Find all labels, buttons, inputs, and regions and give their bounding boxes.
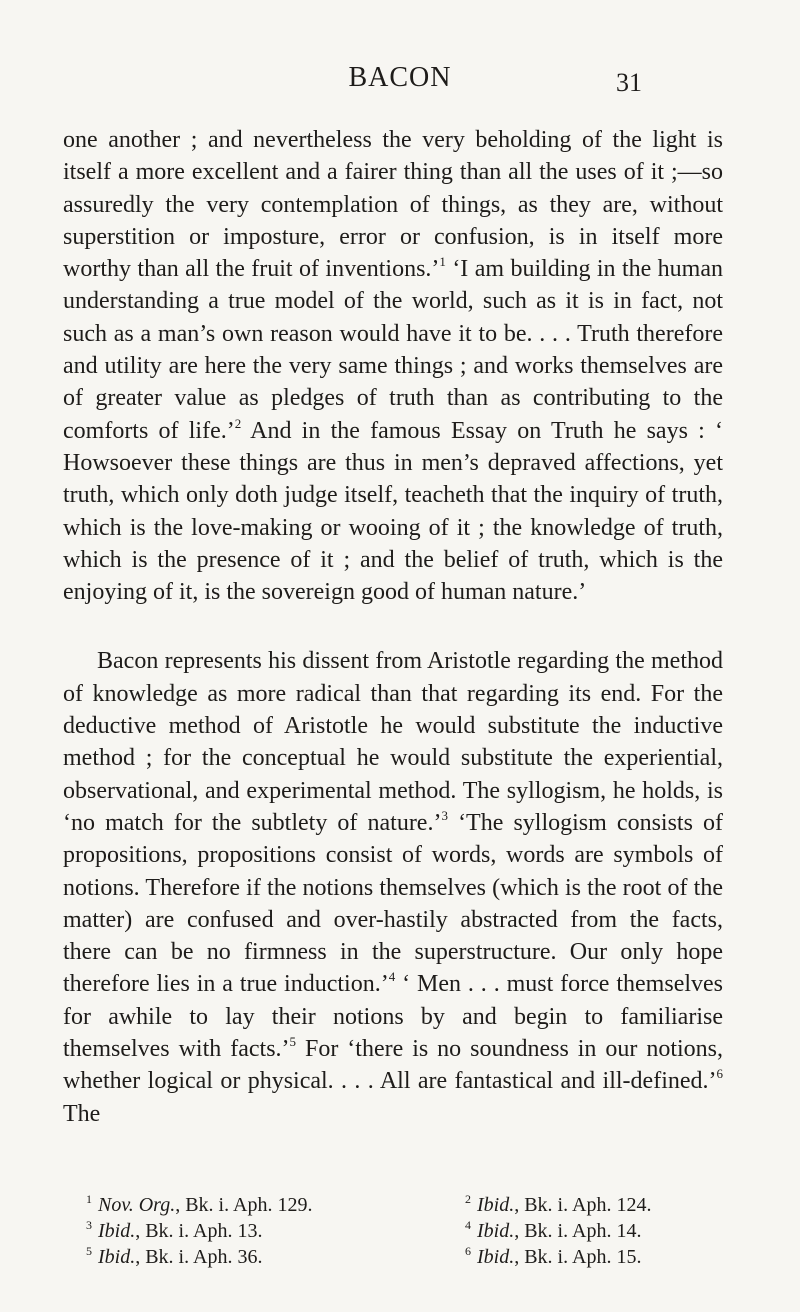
footnote-work: Ibid. bbox=[477, 1194, 515, 1216]
footnote-number: 5 bbox=[86, 1244, 92, 1258]
footnote-5 bbox=[86, 1244, 262, 1270]
footnote-marker: 2 bbox=[234, 415, 242, 431]
paragraph-2 bbox=[63, 645, 723, 1129]
footnote-work: Ibid. bbox=[98, 1220, 136, 1242]
footnote-3 bbox=[86, 1218, 262, 1244]
footnote-ref: , Bk. i. Aph. 15. bbox=[514, 1246, 642, 1268]
footnote-number: 2 bbox=[465, 1192, 471, 1206]
footnote-marker: 6 bbox=[716, 1066, 723, 1082]
footnote-number: 4 bbox=[465, 1218, 471, 1232]
footnote-marker: 1 bbox=[439, 254, 446, 270]
footnote-2 bbox=[465, 1192, 651, 1218]
footnote-number: 1 bbox=[86, 1192, 92, 1206]
footnote-work: Ibid. bbox=[477, 1220, 515, 1242]
footnote-marker: 3 bbox=[441, 807, 448, 823]
footnote-work: Nov. Org. bbox=[98, 1194, 176, 1216]
text-run: ‘The syllogism consists of propositions, propositions consist of words, words are symbols of notions. Therefore if the notions themselves (which is the root of the matter) are confused and over-hastily abstracted from the facts, there can be no firmness in the superstructure. Our only hope therefore lies in a true induction.’ bbox=[63, 809, 724, 998]
footnote-ref: , Bk. i. Aph. 36. bbox=[135, 1246, 263, 1268]
text-run: For ‘there is no soundness in our notions, whether logical or physical. . . . All are fantastical and ill-defined.’ bbox=[63, 1036, 724, 1095]
paragraph-1 bbox=[63, 124, 723, 608]
body-text bbox=[63, 124, 723, 1130]
footnote-work: Ibid. bbox=[477, 1246, 515, 1268]
footnote-marker: 4 bbox=[388, 969, 396, 985]
footnote-6 bbox=[465, 1244, 641, 1270]
footnote-ref: , Bk. i. Aph. 124. bbox=[514, 1194, 652, 1216]
text-run: ‘I am building in the human understanding a true model of the world, such as it is in fact, not such as a man’s own reason would have it to be. . . . Truth therefore and utility are here the very same things ; and works themselves are of greater value as pledges of truth than as contributing to the comforts of life.’ bbox=[63, 256, 724, 444]
footnote-number: 3 bbox=[86, 1218, 92, 1232]
text-run: Bacon represents his dissent from Aristotle regarding the method of knowledge as more radical than that regarding its end. For the deductive method of Aristotle he would substitute the inductive method ; for the conceptual he would substitute the experiential, observational, and experimental method. The syllogism, he holds, is ‘no match for the subtlety of nature.’ bbox=[63, 648, 723, 836]
footnote-number: 6 bbox=[465, 1244, 471, 1258]
running-head: BACON bbox=[348, 62, 452, 93]
text-run: The bbox=[63, 1100, 101, 1127]
footnote-ref: , Bk. i. Aph. 13. bbox=[135, 1220, 263, 1242]
footnote-work: Ibid. bbox=[98, 1246, 136, 1268]
text-run: And in the famous Essay on Truth he says : ‘ Howsoever these things are thus in men’s depraved affections, yet truth, which only doth judge itself, teacheth that the inquiry of truth, which is the love-making or wooing of it ; the knowledge of truth, which is the presence of it ; and the belief of truth, which is the enjoying of it, is the sovereign good of human nature.’ bbox=[63, 417, 724, 606]
page-header bbox=[0, 62, 800, 102]
footnote-4 bbox=[465, 1218, 641, 1244]
text-run: ‘ Men . . . must force themselves for awhile to lay their notions by and begin to familiarise themselves with facts.’ bbox=[63, 971, 724, 1063]
text-run: one another ; and nevertheless the very beholding of the light is itself a more excellent and a fairer thing than all the uses of it ;—so assuredly the very contemplation of things, as they are, without superstition or imposture, error or confusion, is in itself more worthy than all the fruit of inventions.’ bbox=[63, 127, 723, 283]
footnote-ref: , Bk. i. Aph. 129. bbox=[175, 1194, 313, 1216]
footnote-ref: , Bk. i. Aph. 14. bbox=[514, 1220, 642, 1242]
footnote-1 bbox=[86, 1192, 312, 1218]
page-number: 31 bbox=[616, 68, 642, 97]
footnote-marker: 5 bbox=[289, 1034, 297, 1050]
